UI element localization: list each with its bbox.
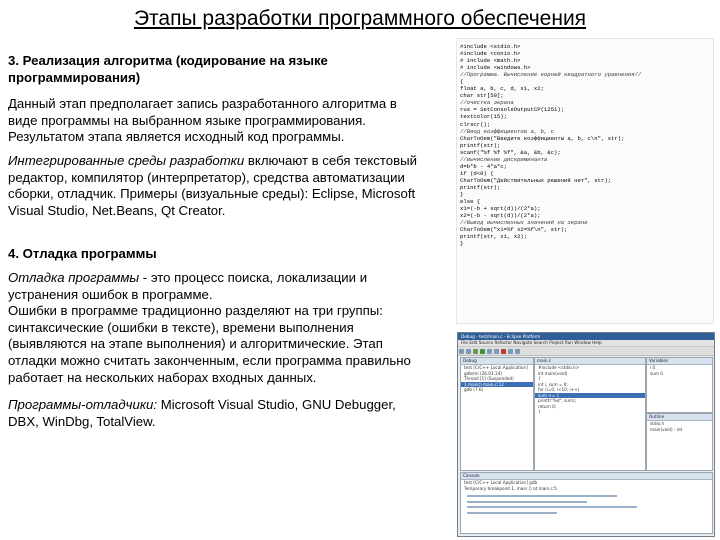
text-line: (выявляются на этапе выполнения) и алгоритмические. Этап	[8, 336, 383, 352]
text-line: работает на нескольких наборах входных данных.	[8, 369, 317, 385]
console-filler	[461, 491, 712, 517]
ide-title-bar: Debug - test/main.c - Eclipse Platform	[458, 333, 714, 340]
code-line: }	[460, 240, 464, 248]
ide-row[interactable]: }	[538, 409, 541, 414]
code-line: //Программа. Вычисление корней квадратного уравнения//	[460, 71, 642, 79]
text-line: синтаксические (ошибки в тексте), времени выполнения	[8, 319, 354, 335]
code-line: }	[460, 190, 464, 198]
ide-row[interactable]: Temporary breakpoint 1, main () at main.c:5	[464, 485, 557, 491]
ide-row[interactable]: main(void) : int	[650, 426, 683, 432]
editor-code	[535, 365, 645, 415]
code-line: printf(str);	[460, 141, 501, 149]
code-line: //Вывод вычисленных значений на экране	[460, 219, 588, 227]
step-over-icon	[515, 349, 520, 354]
variables-pane-header: Variables	[647, 358, 712, 365]
resume-icon	[487, 349, 492, 354]
ide-toolbar	[458, 347, 714, 356]
code-line: textcolor(15);	[460, 113, 507, 121]
ide-row[interactable]: sum += i;	[535, 393, 645, 399]
text-line: отладки можно считать законченным, если программа правильно	[8, 352, 411, 368]
debuggers-term: Программы-отладчики:	[8, 397, 158, 412]
ide-row[interactable]: test [C/C++ Local Application] gdb	[464, 480, 538, 485]
ide-row[interactable]: stdio.h	[650, 421, 665, 426]
code-line: clrscr();	[460, 120, 491, 128]
section-4	[8, 246, 446, 263]
code-line: printf(str);	[460, 183, 501, 191]
page-title: Этапы разработки программного обеспечения	[133, 7, 587, 30]
text-line: Данный этап предполагает запись разработанного алгоритма в	[8, 96, 397, 111]
ide-row[interactable]: return 0;	[538, 403, 557, 409]
code-line: char str[50];	[460, 92, 504, 100]
ide-row[interactable]: i 0	[650, 365, 656, 370]
ide-row[interactable]: #include <stdio.h>	[538, 365, 580, 370]
ide-row[interactable]: gdb/mi (26.03.14)	[464, 370, 502, 376]
debug-icon	[473, 349, 478, 354]
ide-term: Интегрированные среды разработки	[8, 153, 245, 168]
section-4-paragraph-2	[8, 397, 446, 430]
save-icon	[466, 349, 471, 354]
debug-tree	[461, 365, 533, 393]
ide-menu-bar: File Edit Source Refactor Navigate Search Project Run Window Help	[458, 340, 714, 347]
code-line: d=b*b - 4*a*c;	[460, 162, 507, 170]
code-line: printf(str, x1, x2);	[460, 233, 528, 241]
console-pane-header: Console	[461, 473, 712, 480]
ide-row[interactable]: for (i=0; i<10; i++)	[538, 387, 580, 392]
text-line: DBX, WinDbg, TotalView.	[8, 413, 156, 429]
outline-pane	[646, 413, 713, 471]
debug-pane	[460, 357, 534, 471]
code-line: # include <math.h>	[460, 57, 521, 65]
new-icon	[459, 349, 464, 354]
text-line: Результатом этапа является исходный код программы.	[8, 129, 345, 145]
run-icon	[480, 349, 485, 354]
code-line: CharToOem("x1=%f x2=%f\n", str);	[460, 226, 568, 234]
code-line: {	[460, 78, 464, 86]
code-line: rus = SetConsoleOutputCP(1251);	[460, 106, 565, 114]
step-into-icon	[508, 349, 513, 354]
section-3-paragraph-1	[8, 96, 446, 146]
outline-pane-header: Outline	[647, 414, 712, 421]
console-output	[461, 480, 712, 491]
ide-screenshot	[457, 332, 715, 537]
code-line: else {	[460, 198, 481, 206]
ide-row[interactable]: Thread [1] (Suspended)	[464, 376, 514, 381]
section-4-paragraph-1	[8, 270, 446, 386]
ide-row[interactable]: gdb (7.6)	[464, 387, 484, 392]
code-line: //очистка экрана	[460, 99, 514, 107]
code-line: #include <conio.h>	[460, 50, 521, 58]
section-3-heading-line1: 3. Реализация алгоритма (кодирование на языке	[8, 53, 328, 68]
code-line: scanf("%f %f %f", &a, &b, &c);	[460, 148, 561, 156]
ide-row[interactable]: 1 main() main.c:12	[461, 382, 533, 388]
outline-list	[647, 421, 712, 432]
text-line	[8, 397, 446, 414]
section-3	[8, 53, 446, 86]
text-line	[8, 153, 446, 170]
editor-pane	[534, 357, 646, 471]
terminate-icon	[501, 349, 506, 354]
ide-row[interactable]: test [C/C++ Local Application]	[464, 365, 528, 370]
section-3-paragraph-2	[8, 153, 446, 219]
debug-term: Отладка программы	[8, 270, 140, 285]
code-line: x1=(-b + sqrt(d))/(2*a);	[460, 205, 541, 213]
editor-tab: main.c	[535, 358, 645, 365]
code-line: //Ввод коэффициентов a, b, c	[460, 127, 554, 135]
section-3-heading-line2: программирования)	[8, 69, 141, 85]
ide-row[interactable]: sum 0	[650, 370, 663, 376]
debug-pane-header: Debug	[461, 358, 533, 365]
ide-row[interactable]: int i, sum = 0;	[538, 381, 568, 387]
code-line: float a, b, c, d, x1, x2;	[460, 85, 544, 93]
text-span: - это процесс поиска, локализации и	[139, 270, 368, 285]
code-line: //вычисление дискриминанта	[460, 155, 548, 163]
ide-row[interactable]: int main(void)	[538, 370, 568, 376]
text-line: редактор, компилятор (интерпретатор), средства автоматизации	[8, 169, 405, 185]
code-line: x2=(-b - sqrt(d))/(2*a);	[460, 212, 541, 220]
text-line: устранения ошибок в программе.	[8, 286, 213, 302]
code-line: # include <windows.h>	[460, 64, 531, 72]
source-code-listing	[456, 38, 714, 324]
ide-row[interactable]: printf("%d", sum);	[538, 398, 577, 403]
console-filler-line	[464, 510, 709, 516]
code-line: CharToOem("Введите коэффициенты a, b, c\n", str);	[460, 134, 625, 142]
console-pane	[460, 472, 713, 534]
variables-list	[647, 365, 712, 376]
code-line: CharToOem("Действительных решений нет", str);	[460, 176, 612, 184]
suspend-icon	[494, 349, 499, 354]
text-line: сборки, отладчик. Примеры (визуальные среды): Eclipse, Microsoft	[8, 186, 416, 202]
text-line	[8, 270, 446, 287]
text-line: Visual Studio, Net.Beans, Qt Creator.	[8, 202, 226, 218]
section-4-heading: 4. Отладка программы	[8, 246, 157, 261]
code-line: if (d<0) {	[460, 169, 494, 177]
text-line: виде программы на выбранном языке программирования.	[8, 112, 366, 128]
variables-pane	[646, 357, 713, 413]
text-line: Ошибки в программе традиционно разделяют на три группы:	[8, 303, 383, 319]
text-span: включают в себя текстовый	[244, 153, 417, 168]
ide-row[interactable]: {	[538, 376, 541, 381]
code-line: #include <stdio.h>	[460, 43, 521, 50]
text-span: Microsoft Visual Studio, GNU Debugger,	[157, 397, 396, 412]
